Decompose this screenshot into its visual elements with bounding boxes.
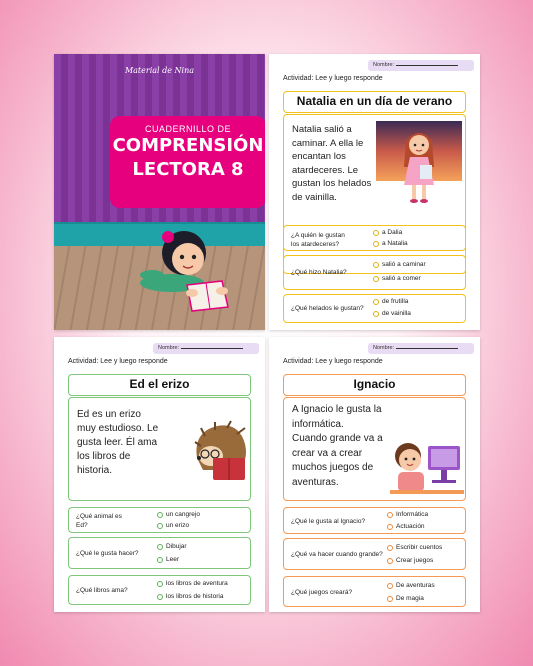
option-escribir-cuentos[interactable]: Escribir cuentos — [387, 544, 442, 551]
cover-title-line1: COMPRENSIÓN — [112, 135, 264, 156]
question-2: ¿Qué va hacer cuando grande? Escribir cuentos Crear juegos — [283, 538, 466, 570]
cover-title-box — [110, 116, 265, 208]
option-salio-comer[interactable]: salió a comer — [373, 275, 421, 282]
option-magia[interactable]: De magia — [387, 595, 424, 602]
option-actuacion[interactable]: Actuación — [387, 523, 425, 530]
activity-instruction: Actividad: Lee y luego responde — [283, 75, 383, 82]
radio-button[interactable] — [373, 262, 379, 268]
question-3: ¿Qué helados le gustan? de frutilla de vainilla — [283, 294, 466, 323]
story-text: Ed es un erizo muy estudioso. Le gusta leer. Él ama los libros de historia. — [77, 409, 159, 476]
story-box — [68, 397, 251, 501]
girl-reading-illustration — [132, 223, 242, 318]
cover-title-line2: LECTORA 8 — [132, 159, 244, 180]
cover-subtitle: CUADERNILLO DE — [144, 124, 232, 134]
girl-sunset-illustration — [376, 121, 462, 207]
option-crear-juegos[interactable]: Crear juegos — [387, 557, 433, 564]
worksheet-ignacio — [269, 337, 480, 612]
name-field[interactable] — [368, 343, 474, 354]
question-1: ¿A quién le gustan los atardeceres? a Dalia a Natalia — [283, 225, 466, 251]
option-leer[interactable]: Leer — [157, 556, 179, 563]
option-a-dalia[interactable]: a Dalia — [373, 229, 402, 236]
radio-button[interactable] — [387, 558, 393, 564]
question-1: ¿Qué animal es Ed? un cangrejo un erizo — [68, 507, 251, 533]
question-3: ¿Qué libros ama? los libros de aventura los libros de historia — [68, 575, 251, 605]
radio-button[interactable] — [387, 596, 393, 602]
name-field[interactable] — [153, 343, 259, 354]
option-vainilla[interactable]: de vainilla — [373, 310, 411, 317]
radio-button[interactable] — [373, 299, 379, 305]
radio-button[interactable] — [157, 544, 163, 550]
radio-button[interactable] — [157, 523, 163, 529]
name-field[interactable] — [368, 60, 474, 71]
radio-button[interactable] — [157, 557, 163, 563]
story-box — [283, 397, 466, 501]
option-a-natalia[interactable]: a Natalia — [373, 240, 408, 247]
name-label: Nombre: — [373, 62, 395, 68]
radio-button[interactable] — [373, 276, 379, 282]
story-text: Natalia salió a caminar. A ella le encantan los atardeceres. Le gustan los helados de vainilla. — [292, 124, 372, 203]
cover-card — [54, 54, 265, 330]
option-cangrejo[interactable]: un cangrejo — [157, 511, 200, 518]
radio-button[interactable] — [387, 512, 393, 518]
story-title: Natalia en un día de verano — [283, 91, 466, 113]
story-title: Ed el erizo — [68, 374, 251, 396]
option-informatica[interactable]: Informática — [387, 511, 428, 518]
boy-computer-illustration — [386, 434, 466, 498]
option-libros-historia[interactable]: los libros de historia — [157, 593, 223, 600]
radio-button[interactable] — [387, 545, 393, 551]
radio-button[interactable] — [373, 241, 379, 247]
activity-instruction: Actividad: Lee y luego responde — [283, 358, 383, 365]
option-dibujar[interactable]: Dibujar — [157, 543, 187, 550]
name-label: Nombre: — [373, 345, 395, 351]
option-libros-aventura[interactable]: los libros de aventura — [157, 580, 228, 587]
radio-button[interactable] — [157, 594, 163, 600]
option-erizo[interactable]: un erizo — [157, 522, 189, 529]
option-aventuras[interactable]: De aventuras — [387, 582, 435, 589]
cover-brand: Material de Nina — [124, 66, 195, 75]
question-2: ¿Qué hizo Natalia? salió a caminar salió a comer — [283, 255, 466, 290]
worksheet-natalia — [269, 54, 480, 330]
story-title: Ignacio — [283, 374, 466, 396]
question-3: ¿Qué juegos creará? De aventuras De magia — [283, 576, 466, 607]
worksheet-ed-erizo — [54, 337, 265, 612]
radio-button[interactable] — [157, 581, 163, 587]
hedgehog-reading-illustration — [187, 418, 253, 484]
radio-button[interactable] — [373, 311, 379, 317]
activity-instruction: Actividad: Lee y luego responde — [68, 358, 168, 365]
radio-button[interactable] — [373, 230, 379, 236]
option-salio-caminar[interactable]: salió a caminar — [373, 261, 426, 268]
name-label: Nombre: — [158, 345, 180, 351]
story-text: A Ignacio le gusta la informática. Cuando grande va a crear va a crear muchos juegos de aventuras. — [292, 404, 383, 488]
question-2: ¿Qué le gusta hacer? Dibujar Leer — [68, 537, 251, 569]
option-frutilla[interactable]: de frutilla — [373, 298, 408, 305]
radio-button[interactable] — [387, 583, 393, 589]
radio-button[interactable] — [387, 524, 393, 530]
radio-button[interactable] — [157, 512, 163, 518]
question-1: ¿Qué le gusta al Ignacio? Informática Actuación — [283, 507, 466, 534]
